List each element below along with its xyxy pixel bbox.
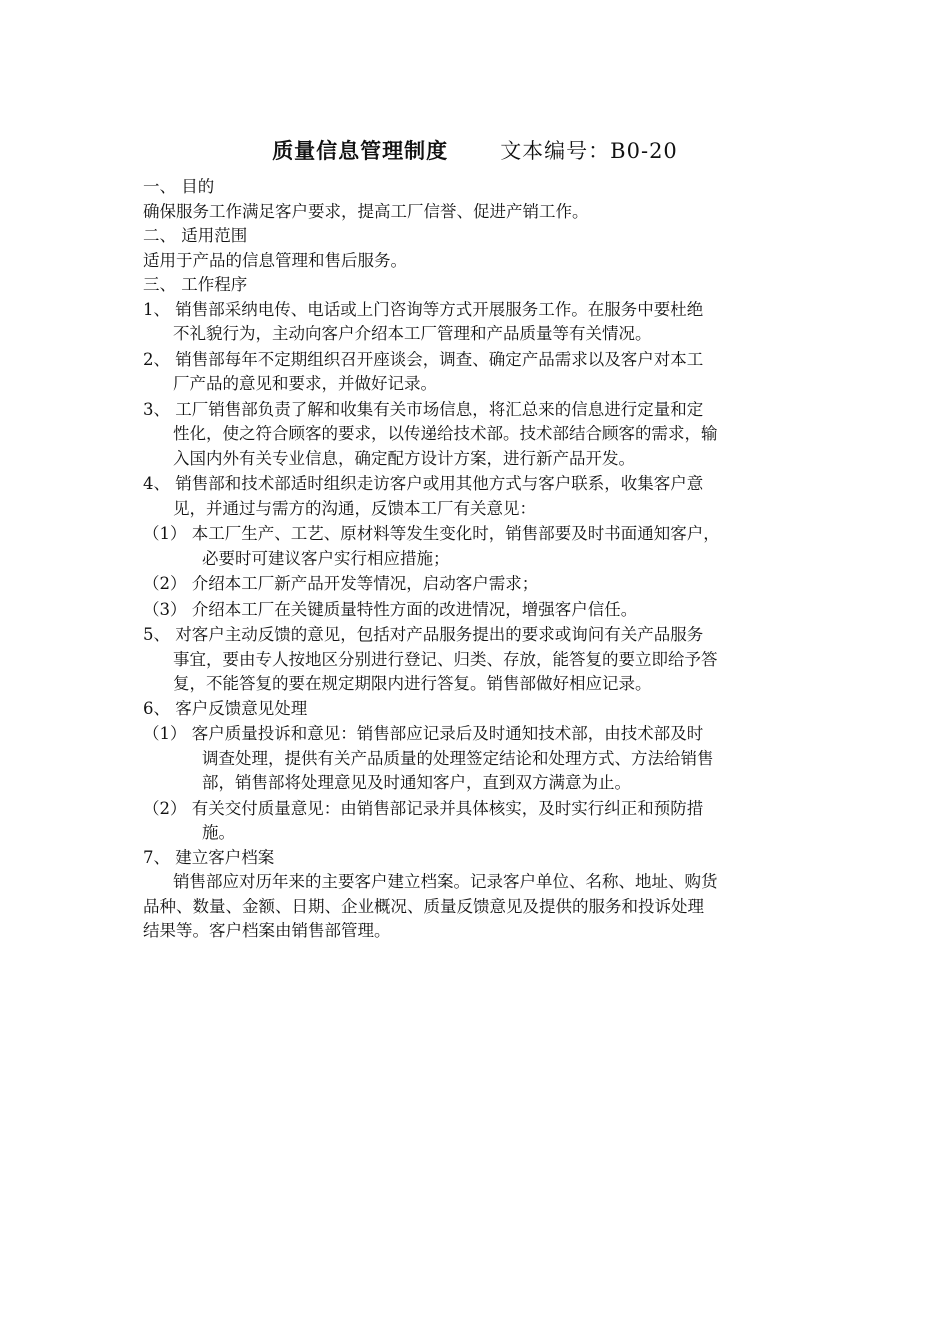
sub-item-4-1: （1） 本工厂生产、工艺、原材料等发生变化时，销售部要及时书面通知客户， <box>143 524 720 543</box>
list-item-6: 6、 客户反馈意见处理 <box>143 698 308 718</box>
list-item-1-cont: 不礼貌行为，主动向客户介绍本工厂管理和产品质量等有关情况。 <box>173 324 652 343</box>
paragraph-line: 品种、数量、金额、日期、企业概况、质量反馈意见及提供的服务和投诉处理 <box>143 896 704 916</box>
list-item-5: 5、 对客户主动反馈的意见，包括对产品服务提出的要求或询问有关产品服务 <box>143 625 704 644</box>
list-item-5-cont: 事宜，要由专人按地区分别进行登记、归类、存放，能答复的要立即给予答 <box>173 649 718 669</box>
paragraph-line: 销售部应对历年来的主要客户建立档案。记录客户单位、名称、地址、购货 <box>173 872 718 891</box>
sub-item-6-2-cont: 施。 <box>202 823 235 842</box>
list-item-2: 2、 销售部每年不定期组织召开座谈会，调查、确定产品需求以及客户对本工 <box>143 349 704 369</box>
list-item-7: 7、 建立客户档案 <box>143 847 275 867</box>
list-item-5-cont: 复，不能答复的要在规定期限内进行答复。销售部做好相应记录。 <box>173 674 652 693</box>
paragraph-line: 确保服务工作满足客户要求，提高工厂信誉、促进产销工作。 <box>143 201 589 221</box>
section-heading-scope: 二、 适用范围 <box>143 226 248 245</box>
document-title: 质量信息管理制度 <box>272 138 449 163</box>
paragraph-line: 适用于产品的信息管理和售后服务。 <box>143 250 407 270</box>
list-item-4: 4、 销售部和技术部适时组织走访客户或用其他方式与客户联系，收集客户意 <box>143 474 704 493</box>
list-item-3: 3、 工厂销售部负责了解和收集有关市场信息，将汇总来的信息进行定量和定 <box>143 399 704 419</box>
document-body <box>143 175 823 944</box>
list-item-4-cont: 见，并通过与需方的沟通，反馈本工厂有关意见： <box>173 498 536 518</box>
sub-item-6-1: （1） 客户质量投诉和意见：销售部应记录后及时通知技术部，由技术部及时 <box>143 724 704 743</box>
sub-item-4-3: （3） 介绍本工厂在关键质量特性方面的改进情况，增强客户信任。 <box>143 599 638 619</box>
list-item-2-cont: 厂产品的意见和要求，并做好记录。 <box>173 374 437 393</box>
section-heading-purpose: 一、 目的 <box>143 177 215 196</box>
title-row <box>0 137 950 165</box>
section-heading-procedure: 三、 工作程序 <box>143 275 248 294</box>
list-item-3-cont: 性化，使之符合顾客的要求，以传递给技术部。技术部结合顾客的需求，输 <box>173 424 718 443</box>
sub-item-4-2: （2） 介绍本工厂新产品开发等情况，启动客户需求； <box>143 574 539 593</box>
list-item-3-cont: 入国内外有关专业信息，确定配方设计方案，进行新产品开发。 <box>173 448 635 468</box>
paragraph-line: 结果等。客户档案由销售部管理。 <box>143 921 391 940</box>
sub-item-6-2: （2） 有关交付质量意见：由销售部记录并具体核实，及时实行纠正和预防措 <box>143 798 704 818</box>
sub-item-6-1-cont: 部，销售部将处理意见及时通知客户，直到双方满意为止。 <box>202 773 631 792</box>
sub-item-4-1-cont: 必要时可建议客户实行相应措施； <box>202 548 450 568</box>
list-item-1: 1、 销售部采纳电传、电话或上门咨询等方式开展服务工作。在服务中要杜绝 <box>143 299 704 319</box>
document-number: 文本编号：B0-20 <box>500 139 678 163</box>
sub-item-6-1-cont: 调查处理，提供有关产品质量的处理签定结论和处理方式、方法给销售 <box>202 748 714 768</box>
